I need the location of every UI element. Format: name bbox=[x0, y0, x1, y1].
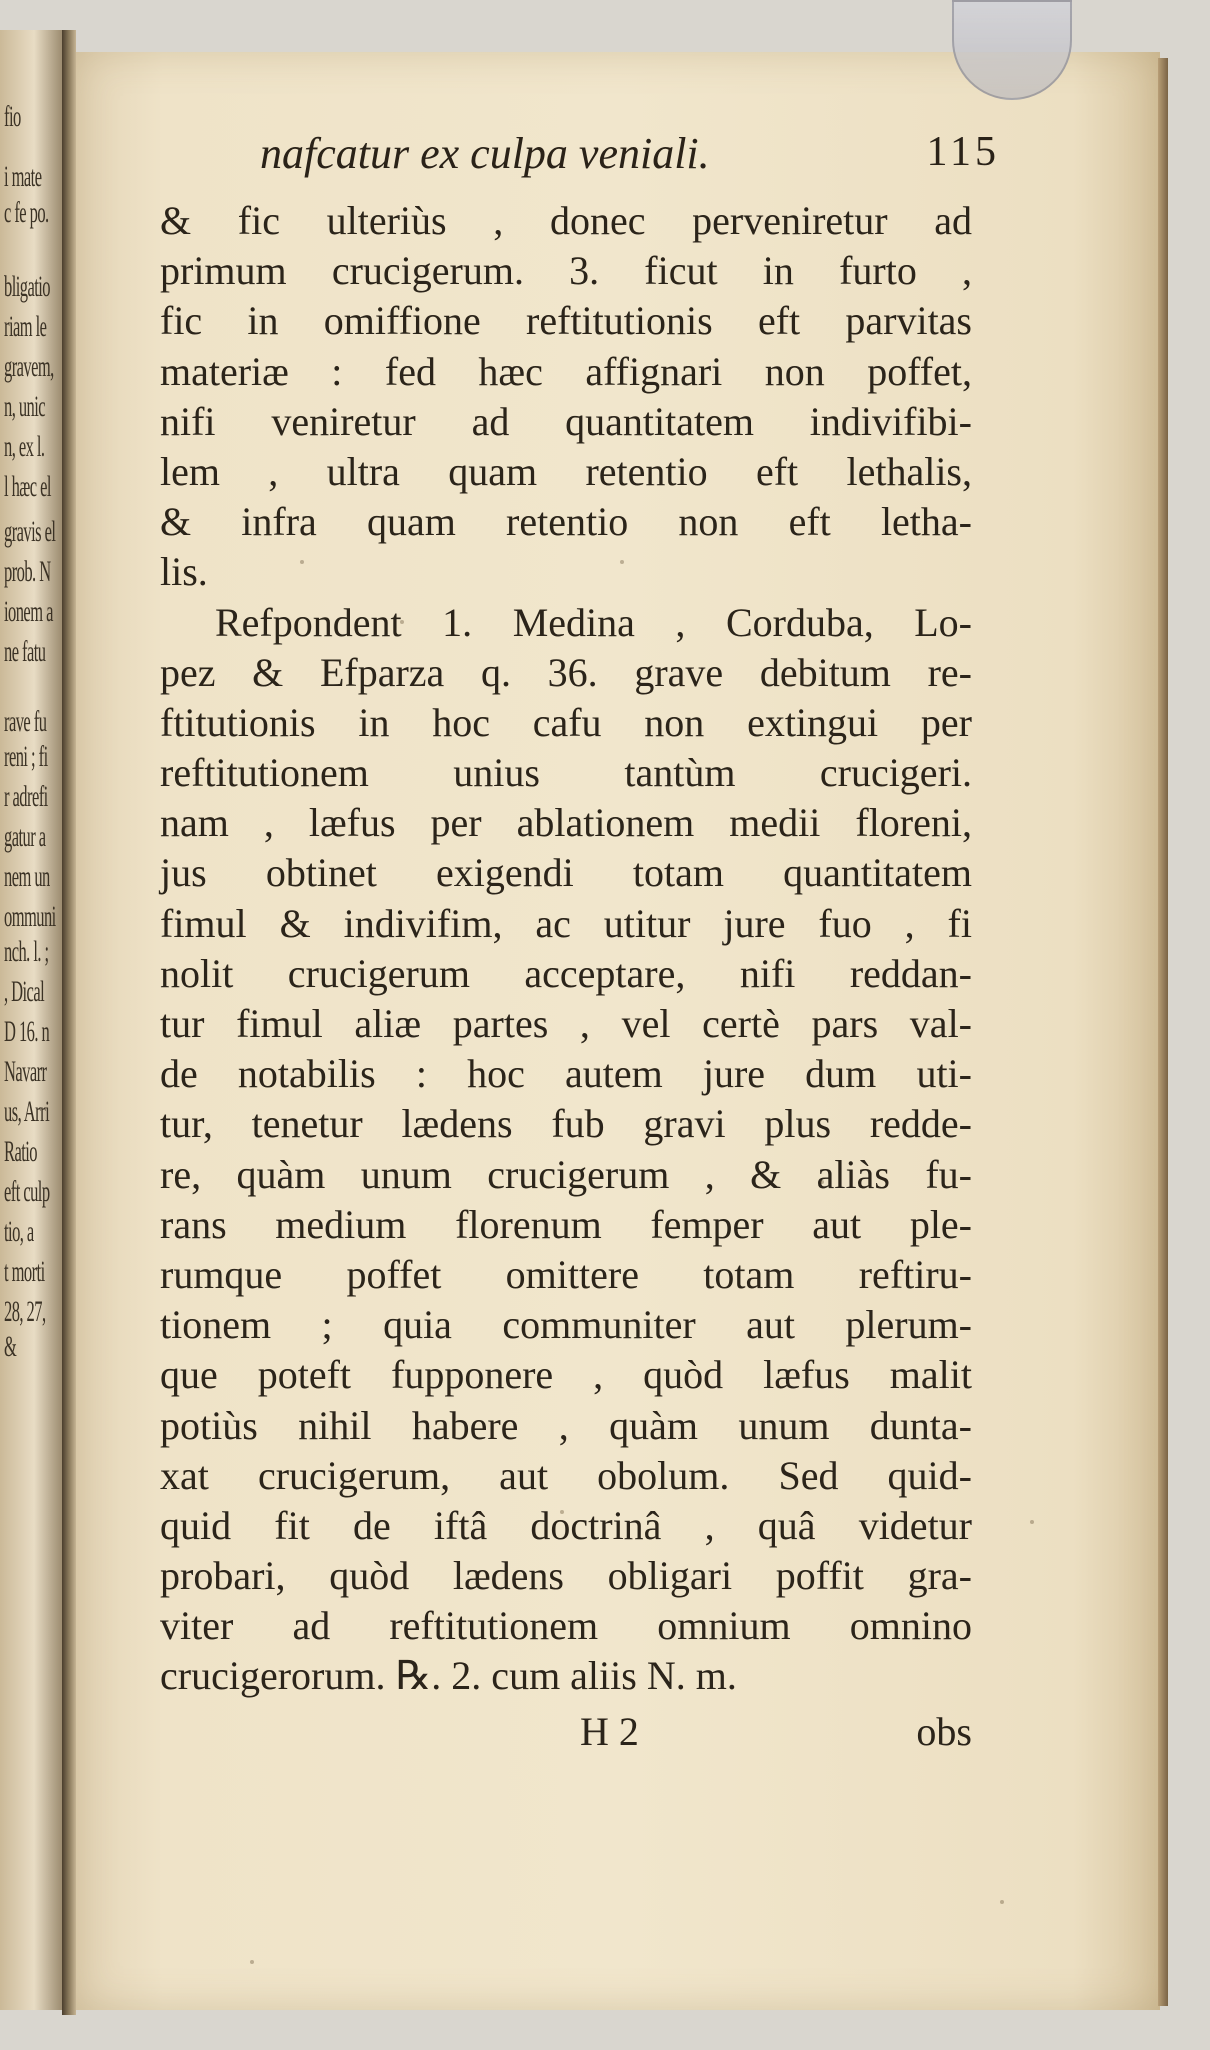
text-line: potiùs nihil habere , quàm unum dunta- bbox=[160, 1402, 972, 1448]
paper-speck bbox=[300, 560, 304, 564]
facing-page-fragment: rave fu bbox=[4, 705, 47, 738]
body-text bbox=[160, 196, 972, 1702]
text-line: tur fimul aliæ partes , vel certè pars val- bbox=[160, 1001, 972, 1046]
facing-page-fragment: nem un bbox=[4, 860, 50, 893]
facing-page-fragment: l hæc el bbox=[4, 470, 51, 503]
facing-page-fragment: c fe po. bbox=[4, 196, 49, 229]
text-line: ftitutionis in hoc cafu non extingui per bbox=[160, 699, 972, 745]
facing-page-fragment: gravis el bbox=[4, 515, 56, 548]
text-line: & fic ulteriùs , donec perveniretur ad bbox=[160, 198, 972, 243]
page-number: 115 bbox=[926, 129, 1000, 175]
facing-page-fragment: t morti bbox=[4, 1255, 45, 1288]
text-line: de notabilis : hoc autem jure dum uti- bbox=[160, 1051, 972, 1097]
facing-page-fragment: eft culp bbox=[4, 1175, 50, 1208]
running-header bbox=[260, 128, 1000, 188]
text-line: nolit crucigerum acceptare, nifi reddan- bbox=[160, 950, 972, 996]
facing-page-fragment: gatur a bbox=[4, 820, 46, 853]
text-line: rans medium florenum femper aut ple- bbox=[160, 1201, 972, 1247]
text-line: reftitutionem unius tantùm crucigeri. bbox=[160, 750, 972, 796]
facing-page-fragment: tio, a bbox=[4, 1215, 34, 1248]
text-line: viter ad reftitutionem omnium omnino bbox=[160, 1603, 972, 1649]
facing-page-fragment: n, unic bbox=[4, 390, 46, 423]
text-line: Refpondent 1. Medina , Corduba, Lo- bbox=[215, 599, 972, 645]
paper-speck bbox=[620, 560, 624, 564]
text-line: materiæ : fed hæc affignari non poffet, bbox=[160, 348, 972, 394]
facing-page-fragment: gravem, bbox=[4, 350, 54, 383]
facing-page-fragment: 28, 27, bbox=[4, 1295, 46, 1328]
page-fore-edge bbox=[1158, 58, 1168, 2006]
text-line: rumque poffet omittere totam reftiru- bbox=[160, 1251, 972, 1297]
facing-page-fragment: r adrefi bbox=[4, 780, 48, 813]
facing-page-fragment: ommuni bbox=[4, 900, 56, 933]
facing-page-fragment: Navarr bbox=[4, 1055, 47, 1088]
facing-page-fragment: riam le bbox=[4, 310, 47, 343]
text-line: tur, tenetur lædens fub gravi plus redde- bbox=[160, 1101, 972, 1147]
text-line: lem , ultra quam retentio eft lethalis, bbox=[160, 448, 972, 494]
facing-page-fragment: , Dical bbox=[4, 975, 45, 1008]
catchword: obs bbox=[916, 1709, 972, 1754]
text-line: primum crucigerum. 3. ficut in furto , bbox=[160, 248, 972, 294]
facing-page-fragment: us, Arri bbox=[4, 1095, 50, 1128]
text-line: que poteft fupponere , quòd læfus malit bbox=[160, 1352, 972, 1398]
facing-page-fragment: i mate bbox=[4, 160, 42, 193]
paper-speck bbox=[820, 1180, 824, 1184]
facing-page-fragment: ne fatu bbox=[4, 635, 46, 668]
paper-speck bbox=[1030, 1520, 1034, 1524]
text-line: lis. bbox=[160, 549, 208, 595]
text-line: xat crucigerum, aut obolum. Sed quid- bbox=[160, 1452, 972, 1498]
text-line: & infra quam retentio non eft letha- bbox=[160, 499, 972, 545]
text-line: quid fit de iftâ doctrinâ , quâ videtur bbox=[160, 1502, 972, 1548]
facing-page-fragment: fio bbox=[4, 100, 21, 133]
facing-page-fragment: ionem a bbox=[4, 595, 53, 628]
text-line: fimul & indivifim, ac utitur jure fuo , fi bbox=[160, 900, 972, 946]
text-line: probari, quòd lædens obligari poffit gra- bbox=[160, 1553, 972, 1599]
paper-speck bbox=[1000, 1900, 1004, 1904]
text-line: crucigerorum. ℞. 2. cum aliis N. m. bbox=[160, 1653, 737, 1699]
facing-page-edge bbox=[0, 30, 62, 2010]
paper-speck bbox=[400, 620, 404, 624]
text-line: pez & Efparza q. 36. grave debitum re- bbox=[160, 649, 972, 695]
facing-page-fragment: reni ; fi bbox=[4, 740, 48, 773]
facing-page-fragment: nch. l. ; bbox=[4, 935, 49, 968]
paper-speck bbox=[250, 1960, 254, 1964]
text-line: jus obtinet exigendi totam quantitatem bbox=[160, 850, 972, 896]
text-line: re, quàm unum crucigerum , & aliàs fu- bbox=[160, 1151, 972, 1197]
facing-page-fragment: Ratio bbox=[4, 1135, 37, 1168]
running-title: nafcatur ex culpa veniali. bbox=[260, 129, 710, 178]
facing-page-fragment: & bbox=[4, 1330, 17, 1363]
text-line: nam , læfus per ablationem medii floreni, bbox=[160, 800, 972, 846]
text-line: fic in omiffione reftitutionis eft parvitas bbox=[160, 298, 972, 344]
page-footer bbox=[160, 1708, 972, 1758]
signature-mark: H 2 bbox=[580, 1709, 639, 1754]
facing-page-fragment: bligatio bbox=[4, 270, 51, 303]
book-gutter bbox=[62, 30, 76, 2015]
text-line: nifi veniretur ad quantitatem indivifibi- bbox=[160, 398, 972, 444]
paper-speck bbox=[560, 1510, 564, 1514]
text-line: tionem ; quia communiter aut plerum- bbox=[160, 1302, 972, 1348]
facing-page-fragment: prob. N bbox=[4, 555, 51, 588]
facing-page-fragment: n, ex l. bbox=[4, 430, 45, 463]
facing-page-fragment: D 16. n bbox=[4, 1015, 50, 1048]
